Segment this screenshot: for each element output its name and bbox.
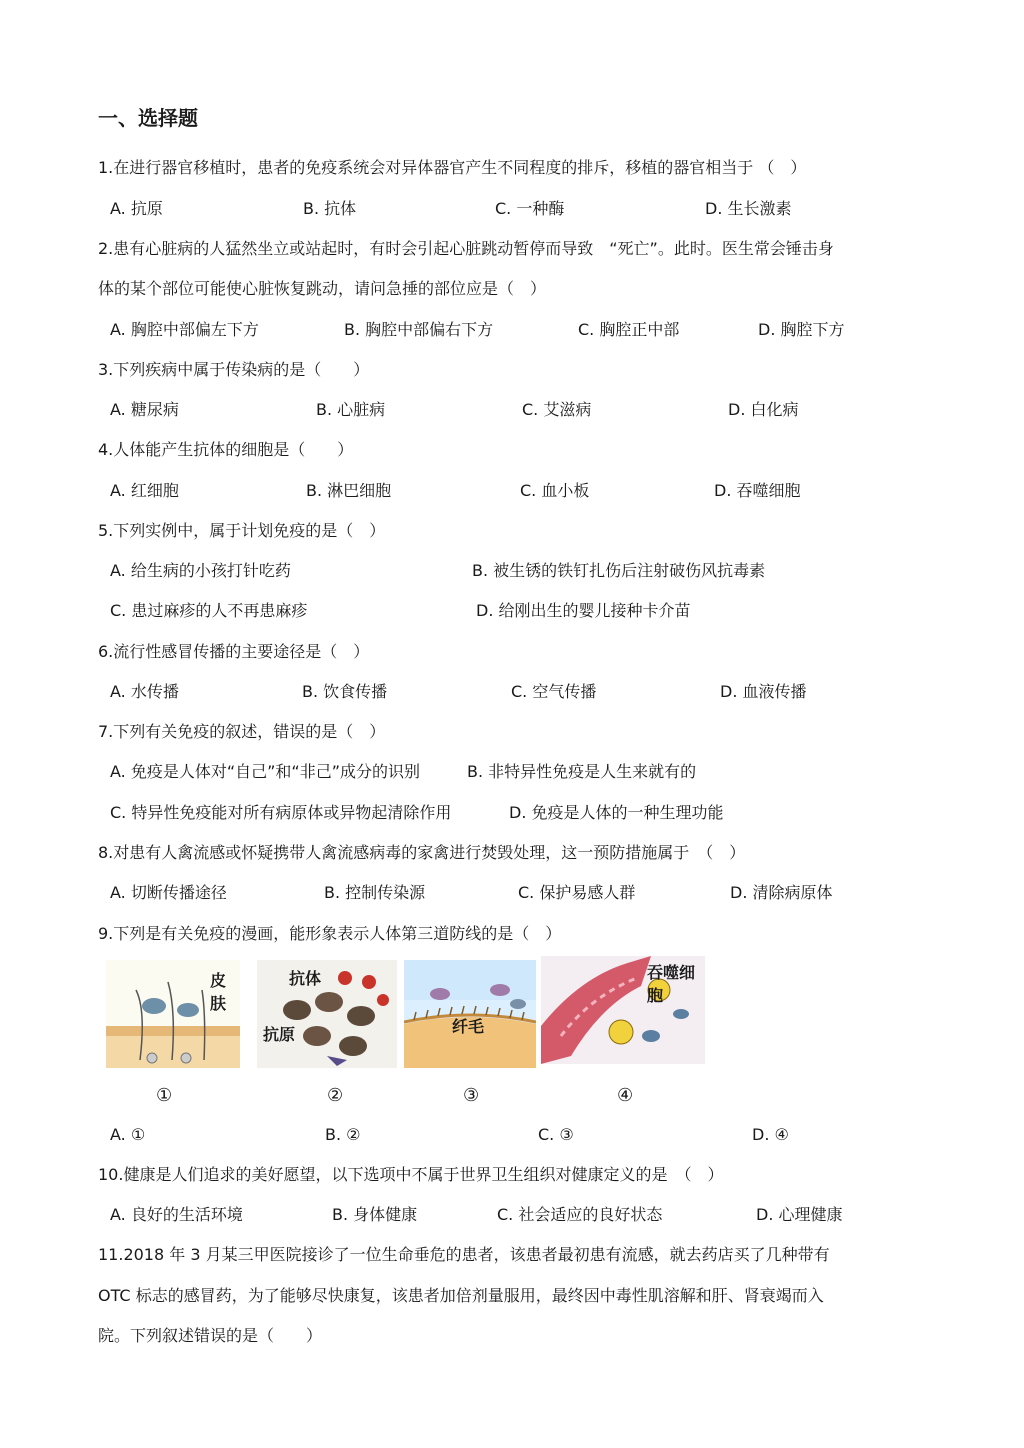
q1-option-c[interactable]: C. 一种酶: [495, 199, 565, 218]
label-cilia: 纤毛: [452, 1017, 485, 1036]
q8-option-c[interactable]: C. 保护易感人群: [518, 883, 636, 902]
q8-option-a[interactable]: A. 切断传播途径: [110, 883, 227, 902]
q5-option-a[interactable]: A. 给生病的小孩打针吃药: [110, 561, 291, 580]
q10-option-d[interactable]: D. 心理健康: [756, 1205, 843, 1224]
cartoon-skin-barrier: [106, 960, 240, 1068]
question-4-stem: 4.人体能产生抗体的细胞是（ ）: [98, 440, 354, 459]
cartoon-cilia: [404, 960, 536, 1068]
q2-option-b[interactable]: B. 胸腔中部偏右下方: [344, 320, 494, 339]
q1-option-a[interactable]: A. 抗原: [110, 199, 163, 218]
q5-option-c[interactable]: C. 患过麻疹的人不再患麻疹: [110, 601, 308, 620]
label-antigen: 抗原: [263, 1025, 296, 1044]
q7-option-c[interactable]: C. 特异性免疫能对所有病原体或异物起清除作用: [110, 803, 452, 822]
antibody-antigen-illustration: [257, 960, 397, 1068]
question-11-stem-line-3: 院。下列叙述错误的是（ ）: [98, 1326, 323, 1345]
cartoon-phagocyte: [541, 956, 705, 1064]
figure-number-4: ④: [617, 1085, 634, 1106]
question-2-stem-line-1: 2.患有心脏病的人猛然坐立或站起时，有时会引起心脏跳动暂停而导致 “死亡”。此时。医生常会锤击身: [98, 239, 834, 258]
cartoon-antibody-antigen: [257, 960, 397, 1068]
q7-option-d[interactable]: D. 免疫是人体的一种生理功能: [509, 803, 724, 822]
q3-option-c[interactable]: C. 艾滋病: [522, 400, 592, 419]
q2-option-a[interactable]: A. 胸腔中部偏左下方: [110, 320, 259, 339]
question-11-stem-line-2: OTC 标志的感冒药，为了能够尽快康复，该患者加倍剂量服用，最终因中毒性肌溶解和肝、肾衰竭而入: [98, 1286, 824, 1305]
q1-option-d[interactable]: D. 生长激素: [705, 199, 792, 218]
q1-option-b[interactable]: B. 抗体: [303, 199, 357, 218]
question-6-stem: 6.流行性感冒传播的主要途径是（ ）: [98, 642, 370, 661]
q2-option-c[interactable]: C. 胸腔正中部: [578, 320, 680, 339]
q2-option-d[interactable]: D. 胸腔下方: [758, 320, 845, 339]
q3-option-d[interactable]: D. 白化病: [728, 400, 799, 419]
q4-option-a[interactable]: A. 红细胞: [110, 481, 179, 500]
q6-option-a[interactable]: A. 水传播: [110, 682, 179, 701]
q8-option-d[interactable]: D. 清除病原体: [730, 883, 833, 902]
q4-option-b[interactable]: B. 淋巴细胞: [306, 481, 392, 500]
q4-option-d[interactable]: D. 吞噬细胞: [714, 481, 801, 500]
q3-option-a[interactable]: A. 糖尿病: [110, 400, 179, 419]
label-phagocyte: 吞噬细胞: [647, 963, 696, 1005]
question-7-stem: 7.下列有关免疫的叙述，错误的是（ ）: [98, 722, 386, 741]
figure-number-3: ③: [463, 1085, 480, 1106]
q6-option-c[interactable]: C. 空气传播: [511, 682, 597, 701]
question-11-stem-line-1: 11.2018 年 3 月某三甲医院接诊了一位生命垂危的患者，该患者最初患有流感，就去药店买了几种带有: [98, 1245, 830, 1264]
question-2-stem-line-2: 体的某个部位可能使心脏恢复跳动，请问急捶的部位应是（ ）: [98, 279, 547, 298]
q7-option-b[interactable]: B. 非特异性免疫是人生来就有的: [467, 762, 697, 781]
q6-option-d[interactable]: D. 血液传播: [720, 682, 807, 701]
q5-option-d[interactable]: D. 给刚出生的婴儿接种卡介苗: [476, 601, 691, 620]
question-10-stem: 10.健康是人们追求的美好愿望，以下选项中不属于世界卫生组织对健康定义的是 （ ）: [98, 1165, 724, 1184]
q9-option-a[interactable]: A. ①: [110, 1125, 146, 1144]
question-9-stem: 9.下列是有关免疫的漫画，能形象表示人体第三道防线的是（ ）: [98, 924, 562, 943]
q10-option-b[interactable]: B. 身体健康: [332, 1205, 418, 1224]
q7-option-a[interactable]: A. 免疫是人体对“自己”和“非己”成分的识别: [110, 762, 420, 781]
q9-option-c[interactable]: C. ③: [538, 1125, 574, 1144]
q10-option-a[interactable]: A. 良好的生活环境: [110, 1205, 243, 1224]
section-title: 一、选择题: [98, 106, 198, 130]
q8-option-b[interactable]: B. 控制传染源: [324, 883, 426, 902]
q9-option-b[interactable]: B. ②: [325, 1125, 361, 1144]
figure-number-1: ①: [156, 1085, 173, 1106]
label-skin: 皮肤: [210, 971, 227, 1013]
question-5-stem: 5.下列实例中，属于计划免疫的是（ ）: [98, 521, 386, 540]
figure-number-2: ②: [327, 1085, 344, 1106]
q3-option-b[interactable]: B. 心脏病: [316, 400, 386, 419]
label-antibody: 抗体: [289, 969, 322, 988]
q5-option-b[interactable]: B. 被生锈的铁钉扎伤后注射破伤风抗毒素: [472, 561, 766, 580]
question-1-stem: 1.在进行器官移植时，患者的免疫系统会对异体器官产生不同程度的排斥，移植的器官相当于 （ ）: [98, 158, 807, 177]
question-3-stem: 3.下列疾病中属于传染病的是（ ）: [98, 360, 370, 379]
q6-option-b[interactable]: B. 饮食传播: [302, 682, 388, 701]
q10-option-c[interactable]: C. 社会适应的良好状态: [497, 1205, 663, 1224]
question-8-stem: 8.对患有人禽流感或怀疑携带人禽流感病毒的家禽进行焚毁处理，这一预防措施属于 （ ）: [98, 843, 746, 862]
q4-option-c[interactable]: C. 血小板: [520, 481, 590, 500]
q9-option-d[interactable]: D. ④: [752, 1125, 789, 1144]
